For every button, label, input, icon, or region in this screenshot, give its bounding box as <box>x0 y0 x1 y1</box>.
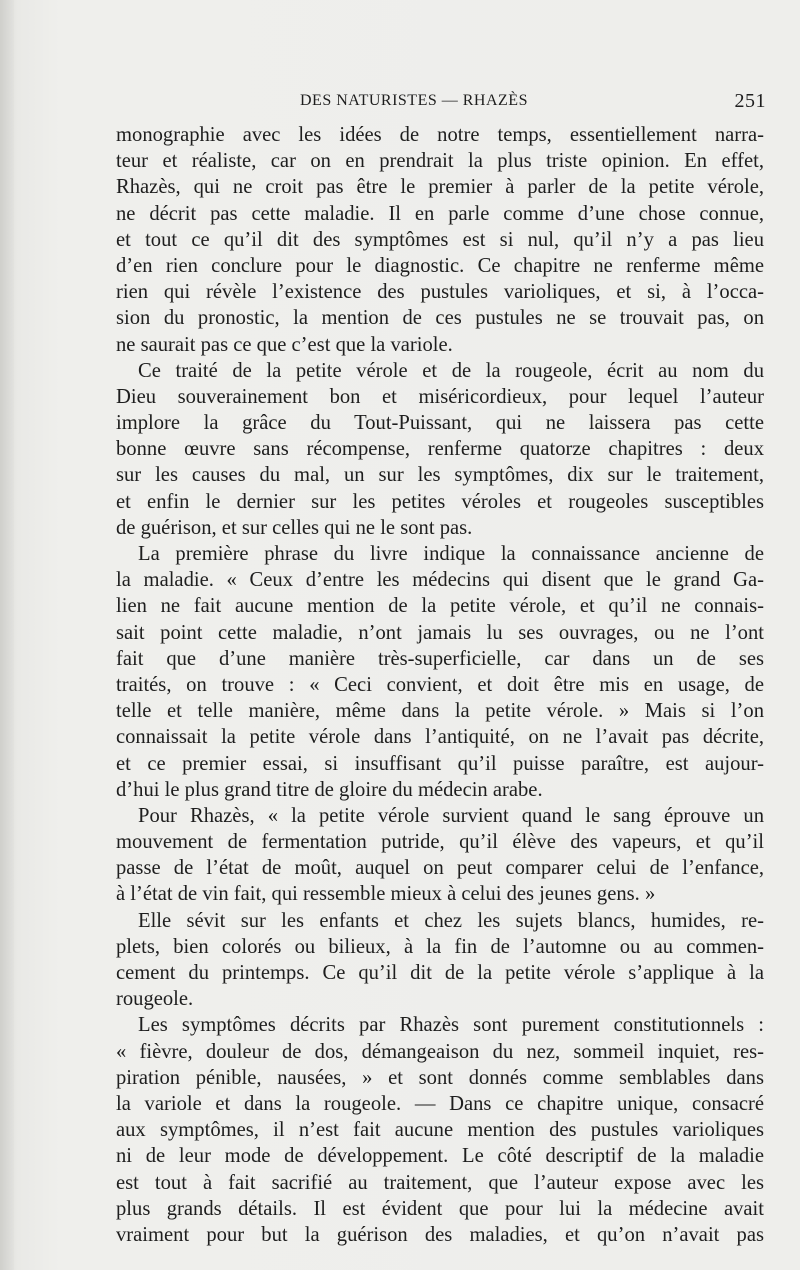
text-line: la maladie. « Ceux d’entre les médecins qui disent que le grand Ga- <box>116 569 764 592</box>
text-line: et enfin le dernier sur les petites véroles et rougeoles susceptibles <box>116 490 764 513</box>
text-line: bonne œuvre sans récompense, renferme quatorze chapitres : deux <box>116 438 764 461</box>
text-line: cement du printemps. Ce qu’il dit de la petite vérole s’applique à la <box>116 962 764 984</box>
text-line: connaissait la petite vérole dans l’antiquité, on ne l’avait pas décrite, <box>116 726 764 749</box>
text-line: ni de leur mode de développement. Le côté descriptif de la maladie <box>116 1145 764 1168</box>
text-line: Dieu souverainement bon et miséricordieux, pour lequel l’auteur <box>116 385 764 408</box>
text-line: Ce traité de la petite vérole et de la rougeole, écrit au nom du <box>138 359 764 382</box>
text-line: rien qui révèle l’existence des pustules varioliques, et si, à l’occa- <box>116 281 764 304</box>
text-line: vraiment pour but la guérison des maladies, et qu’on n’avait pas <box>116 1223 764 1246</box>
text-line: passe de l’état de moût, auquel on peut comparer celui de l’enfance, <box>116 857 764 880</box>
text-line: sait point cette maladie, n’ont jamais lu ses ouvrages, ou ne l’ont <box>116 621 764 644</box>
text-line: piration pénible, nausées, » et sont donnés comme semblables dans <box>116 1066 764 1089</box>
text-line: plus grands détails. Il est évident que pour lui la médecine avait <box>116 1197 764 1220</box>
text-line: Elle sévit sur les enfants et chez les sujets blancs, humides, re- <box>138 909 764 932</box>
text-line: ne saurait pas ce que c’est que la variole. <box>116 333 453 356</box>
running-title: DES NATURISTES — RHAZÈS <box>300 92 528 109</box>
body-text <box>116 122 764 1248</box>
text-line: Rhazès, qui ne croit pas être le premier à parler de la petite vérole, <box>116 176 764 199</box>
text-line: aux symptômes, il n’est fait aucune mention des pustules varioliques <box>116 1119 764 1142</box>
page-edge-shadow <box>0 0 14 1270</box>
text-line: telle et telle manière, même dans la petite vérole. » Mais si l’on <box>116 700 764 723</box>
text-line: « fièvre, douleur de dos, démangeaison du nez, sommeil inquiet, res- <box>116 1040 764 1063</box>
text-line: mouvement de fermentation putride, qu’il élève des vapeurs, et qu’il <box>116 831 764 854</box>
text-line: implore la grâce du Tout-Puissant, qui ne laissera pas cette <box>116 412 764 435</box>
text-line: rougeole. <box>116 988 194 1011</box>
text-line: Pour Rhazès, « la petite vérole survient quand le sang éprouve un <box>138 804 764 827</box>
text-line: d’en rien conclure pour le diagnostic. Ce chapitre ne renferme même <box>116 254 764 277</box>
text-line: et tout ce qu’il dit des symptômes est si nul, qu’il n’y a pas lieu <box>116 228 764 251</box>
text-line: sur les causes du mal, un sur les symptômes, dix sur le traitement, <box>116 464 764 487</box>
text-line: traités, on trouve : « Ceci convient, et doit être mis en usage, de <box>116 673 764 696</box>
text-line: fait que d’une manière très-superficielle, car dans un de ses <box>116 647 764 670</box>
text-line: plets, bien colorés ou bilieux, à la fin de l’automne ou au commen- <box>116 935 764 958</box>
text-line: lien ne fait aucune mention de la petite vérole, et qu’il ne connais- <box>116 595 764 618</box>
text-line: d’hui le plus grand titre de gloire du médecin arabe. <box>116 778 543 801</box>
text-line: La première phrase du livre indique la connaissance ancienne de <box>138 543 764 565</box>
text-line: ne décrit pas cette maladie. Il en parle comme d’une chose connue, <box>116 202 764 225</box>
text-line: et ce premier essai, si insuffisant qu’il puisse paraître, est aujour- <box>116 752 764 775</box>
page-header <box>118 92 766 114</box>
text-line: teur et réaliste, car on en prendrait la plus triste opinion. En effet, <box>116 150 764 173</box>
text-line: la variole et dans la rougeole. — Dans ce chapitre unique, consacré <box>116 1092 764 1115</box>
text-line: Les symptômes décrits par Rhazès sont purement constitutionnels : <box>138 1014 764 1037</box>
text-line: est tout à fait sacrifié au traitement, que l’auteur expose avec les <box>116 1171 764 1194</box>
text-line: à l’état de vin fait, qui ressemble mieux à celui des jeunes gens. » <box>116 883 656 906</box>
page-number: 251 <box>734 90 766 112</box>
text-line: de guérison, et sur celles qui ne le sont pas. <box>116 516 473 539</box>
text-line: sion du pronostic, la mention de ces pustules ne se trouvait pas, on <box>116 307 764 330</box>
text-line: monographie avec les idées de notre temps, essentiellement narra- <box>116 124 764 146</box>
